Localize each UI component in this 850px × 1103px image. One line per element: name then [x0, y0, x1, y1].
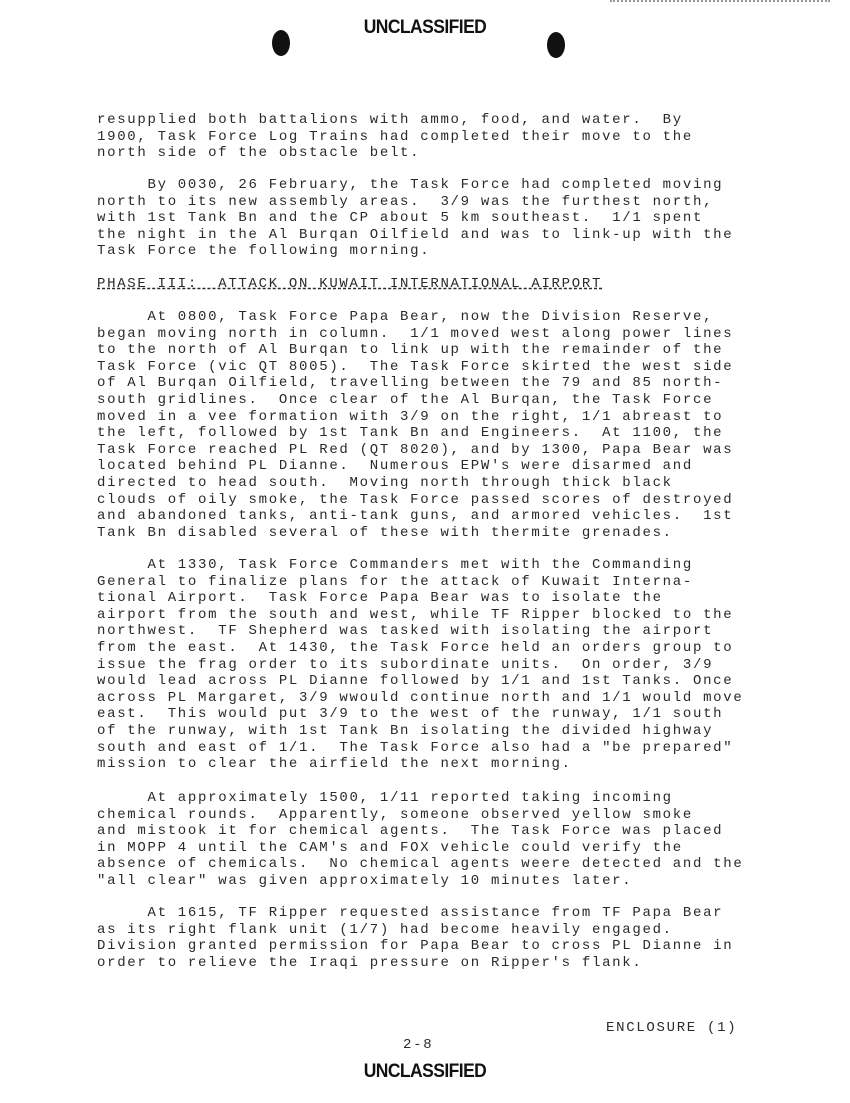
text-line: Task Force reached PL Red (QT 8020), and by 1300, Papa Bear was — [97, 441, 734, 458]
footer-classification: UNCLASSIFIED — [363, 1061, 487, 1082]
text-line: clouds of oily smoke, the Task Force passed scores of destroyed — [97, 491, 734, 508]
paragraph-1 — [97, 112, 693, 162]
text-line: Tank Bn disabled several of these with thermite grenades. — [97, 524, 673, 541]
text-line: 1900, Task Force Log Trains had completed their move to the — [97, 128, 693, 145]
text-line: At 1615, TF Ripper requested assistance from TF Papa Bear — [97, 905, 724, 921]
punch-hole-right — [547, 32, 565, 58]
text-line: with 1st Tank Bn and the CP about 5 km southeast. 1/1 spent — [97, 210, 704, 227]
text-line: and mistook it for chemical agents. The Task Force was placed — [97, 823, 724, 840]
text-line: General to finalize plans for the attack of Kuwait Interna- — [97, 573, 693, 590]
text-line: "all clear" was given approximately 10 minutes later. — [97, 872, 633, 889]
text-line: northwest. TF Shepherd was tasked with isolating the airport — [97, 623, 714, 640]
paragraph-5 — [97, 790, 744, 890]
text-line: south and east of 1/1. The Task Force also had a "be prepared" — [97, 739, 734, 756]
text-line: south gridlines. Once clear of the Al Burqan, the Task Force — [97, 391, 714, 408]
text-line: north side of the obstacle belt. — [97, 145, 421, 162]
text-line: and abandoned tanks, anti-tank guns, and armored vehicles. 1st — [97, 508, 734, 525]
text-line: At 0800, Task Force Papa Bear, now the Division Reserve, — [97, 309, 714, 325]
text-line: chemical rounds. Apparently, someone observed yellow smoke — [97, 806, 693, 823]
text-line: of the runway, with 1st Tank Bn isolating the divided highway — [97, 722, 714, 739]
header-classification: UNCLASSIFIED — [363, 17, 487, 38]
text-line: as its right flank unit (1/7) had become heavily engaged. — [97, 921, 673, 938]
text-line: issue the frag order to its subordinate units. On order, 3/9 — [97, 656, 714, 673]
text-line: from the east. At 1430, the Task Force held an orders group to — [97, 639, 734, 656]
text-line: mission to clear the airfield the next morning. — [97, 756, 572, 773]
text-line: Task Force (vic QT 8005). The Task Force skirted the west side — [97, 358, 734, 375]
text-line: absence of chemicals. No chemical agents weere detected and the — [97, 856, 744, 873]
paragraph-2 — [97, 177, 733, 260]
text-line: order to relieve the Iraqi pressure on Ripper's flank. — [97, 954, 643, 971]
enclosure-label: ENCLOSURE (1) — [606, 1020, 738, 1036]
scan-marks — [610, 0, 830, 4]
text-line: east. This would put 3/9 to the west of the runway, 1/1 south — [97, 706, 724, 723]
text-line: airport from the south and west, while TF Ripper blocked to the — [97, 606, 734, 623]
text-line: would lead across PL Dianne followed by 1/1 and 1st Tanks. Once — [97, 673, 734, 690]
text-line: By 0030, 26 February, the Task Force had completed moving — [97, 177, 724, 193]
paragraph-4 — [97, 557, 744, 773]
text-line: moved in a vee formation with 3/9 on the right, 1/1 abreast to — [97, 408, 724, 425]
phase-heading: PHASE III: ATTACK ON KUWAIT INTERNATIONAL AIRPORT — [97, 276, 603, 292]
text-line: north to its new assembly areas. 3/9 was the furthest north, — [97, 193, 714, 210]
text-line: the night in the Al Burqan Oilfield and was to link-up with the — [97, 226, 734, 243]
punch-hole-left — [272, 30, 290, 56]
page-number: 2-8 — [403, 1037, 434, 1053]
text-line: of Al Burqan Oilfield, travelling between the 79 and 85 north- — [97, 375, 724, 392]
text-line: to the north of Al Burqan to link up with the remainder of the — [97, 342, 724, 359]
section-heading — [97, 276, 602, 293]
text-line: directed to head south. Moving north through thick black — [97, 474, 673, 491]
text-line: in MOPP 4 until the CAM's and FOX vehicle could verify the — [97, 839, 683, 856]
text-line: Task Force the following morning. — [97, 243, 431, 260]
text-line: At 1330, Task Force Commanders met with the Commanding — [97, 557, 693, 573]
text-line: resupplied both battalions with ammo, food, and water. By — [97, 112, 683, 128]
text-line: across PL Margaret, 3/9 wwould continue north and 1/1 would move — [97, 689, 744, 706]
text-line: located behind PL Dianne. Numerous EPW's were disarmed and — [97, 458, 693, 475]
paragraph-3 — [97, 309, 733, 541]
paragraph-6 — [97, 905, 733, 971]
text-line: began moving north in column. 1/1 moved west along power lines — [97, 325, 734, 342]
text-line: the left, followed by 1st Tank Bn and Engineers. At 1100, the — [97, 425, 724, 442]
text-line: Division granted permission for Papa Bear to cross PL Dianne in — [97, 938, 734, 955]
text-line: At approximately 1500, 1/11 reported taking incoming — [97, 790, 673, 806]
text-line: tional Airport. Task Force Papa Bear was to isolate the — [97, 590, 663, 607]
